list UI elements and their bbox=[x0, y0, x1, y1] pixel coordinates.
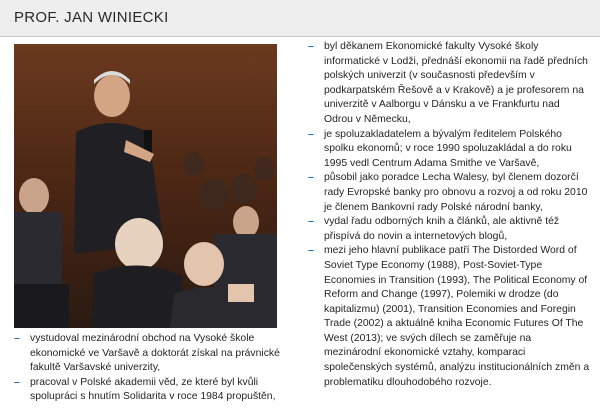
list-item-text: působil jako poradce Lecha Walesy, byl členem dozorčí rady Evropské banky pro obnovu a rozvoj a od roku 2010 je členem Bankovní rady Polské národní banky, bbox=[324, 172, 588, 213]
bullet-marker: – bbox=[308, 216, 314, 228]
bullet-marker: – bbox=[308, 245, 314, 257]
bullet-marker: – bbox=[14, 333, 20, 344]
list-item bbox=[14, 376, 299, 405]
list-item bbox=[308, 171, 590, 215]
list-item-text: vydal řadu odborných knih a článků, ale aktivně též přispívá do novin a internetových blogů, bbox=[324, 216, 560, 242]
list-item-text: vystudoval mezinárodní obchod na Vysoké škole ekonomické ve Varšavě a doktorát získal na právnické fakultě Varšavské univerzity, bbox=[30, 333, 280, 374]
page-header bbox=[0, 0, 600, 37]
bullet-marker: – bbox=[14, 376, 20, 388]
right-bullet-list bbox=[308, 40, 590, 390]
list-item bbox=[308, 40, 590, 128]
bullet-marker: – bbox=[308, 41, 314, 52]
list-item-text: mezi jeho hlavní publikace patří The Distorded Word of Soviet Type Economy (1988), Post-Soviet-Type Economies in Transition (1993), The Political Economy of Reform and Change (1997), Polemiki w drodze (do kapitalizmu) (2001), Transition Economies and Foregin Trade (2002) a aktuálně kniha Economic Futures Of The West (2013); ve svých dílech se zaměřuje na mezinárodní ekonomické vztahy, komparaci společenských systémů, analýzu institucionálních změn a problematiku dlouhodobého rozvoje. bbox=[324, 245, 590, 388]
left-column bbox=[14, 332, 299, 405]
list-item bbox=[14, 332, 299, 376]
list-item-text: je spoluzakladatelem a bývalým ředitelem Polského spolku ekonomů; v roce 1990 spoluzakládal a do roku 1995 vedl Centrum Adama Smithe ve Varšavě, bbox=[324, 128, 572, 169]
list-item-text: pracoval v Polské akademii věd, ze které byl kvůli spolupráci s hnutím Solidarita v roce 1984 propuštěn, bbox=[30, 376, 276, 403]
left-bullet-list bbox=[14, 332, 299, 405]
bullet-marker: – bbox=[308, 172, 314, 184]
list-item bbox=[308, 244, 590, 390]
right-column bbox=[308, 40, 590, 390]
list-item bbox=[308, 128, 590, 172]
bullet-marker: – bbox=[308, 128, 314, 140]
list-item bbox=[308, 215, 590, 244]
portrait-photo bbox=[14, 44, 277, 328]
page-title: PROF. JAN WINIECKI bbox=[14, 9, 169, 26]
list-item-text: byl děkanem Ekonomické fakulty Vysoké školy informatické v Lodži, přednáší ekonomii na řadě předních polských univerzit (v současnosti především v podkarpatském Řešově a v Krakově) a je profesorem na univerzitě v Aalborgu v Dánsku a ve Frankfurtu nad Odrou v Německu, bbox=[324, 41, 588, 125]
